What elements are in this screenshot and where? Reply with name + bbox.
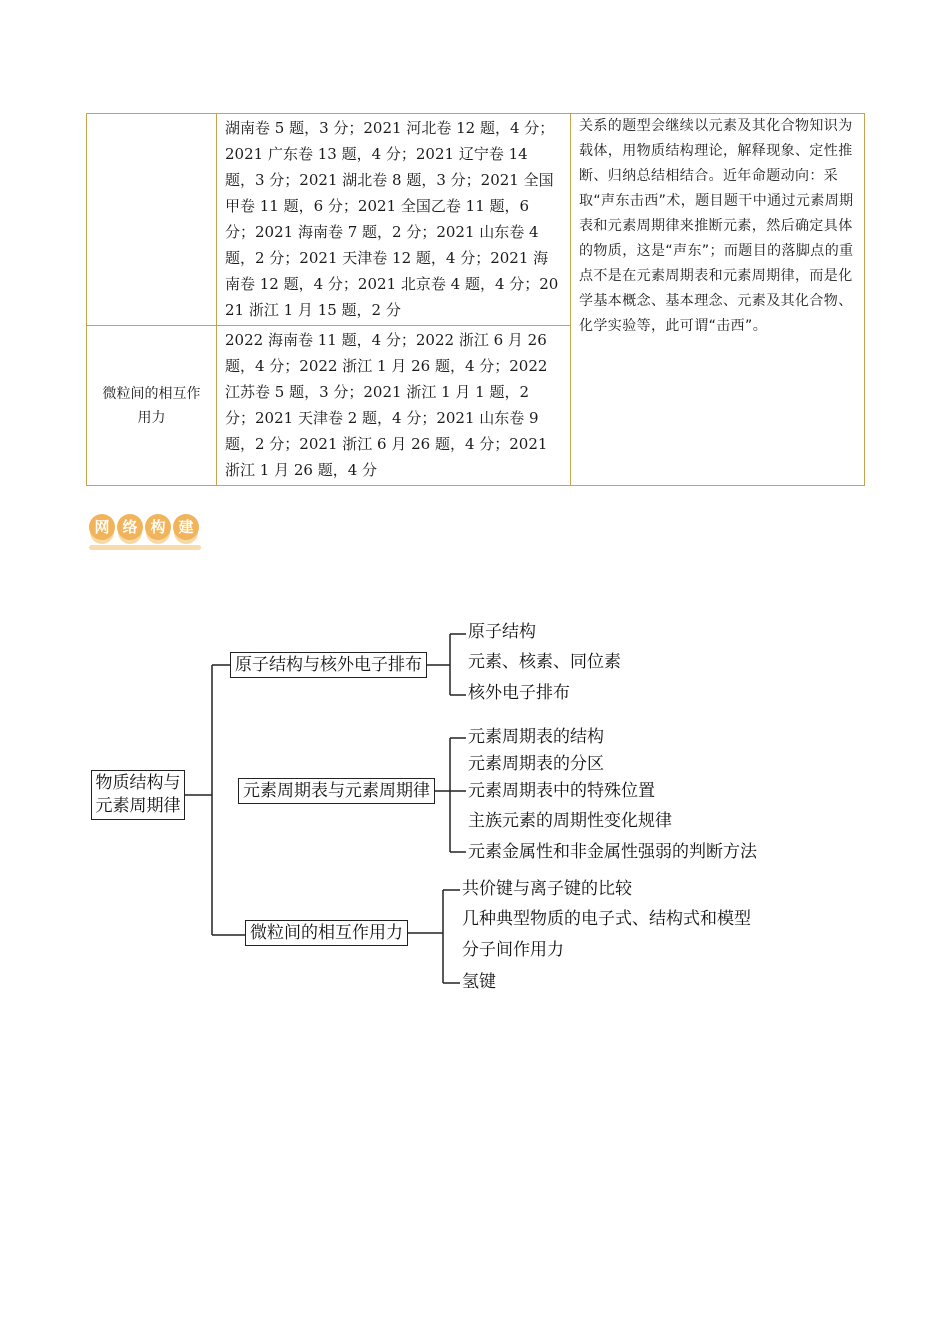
mindmap-leaf: 核外电子排布 [468,683,570,703]
badge-char: 网 [89,514,115,540]
badge-char: 建 [173,514,199,540]
mindmap-leaf: 几种典型物质的电子式、结构式和模型 [462,909,751,929]
mindmap-branch-particle-forces: 微粒间的相互作用力 [245,920,408,946]
mindmap-leaf: 元素周期表的分区 [468,754,604,774]
mindmap-leaf: 原子结构 [468,622,536,642]
exam-list-cell: 2022 海南卷 11 题，4 分；2022 浙江 6 月 26 题，4 分；2022 浙江 1 月 26 题，4 分；2022 江苏卷 5 题，3 分；2021 浙江 1 月 1 题，2 分；2021 天津卷 2 题，4 分；2021 山东卷 9 题，2 分；2021 浙江 6 月 26 题，4 分；2021 浙江 1 月 26 题，4 分 [217,326,571,486]
mindmap-leaf: 元素周期表的结构 [468,727,604,747]
section-badge [89,514,199,550]
exam-table [86,113,865,486]
badge-char: 络 [117,514,143,540]
topic-cell: 微粒间的相互作用力 [87,326,217,486]
mindmap-leaf: 主族元素的周期性变化规律 [468,811,672,831]
mindmap-leaf: 元素金属性和非金属性强弱的判断方法 [468,842,757,862]
badge-char: 构 [145,514,171,540]
mindmap-leaf: 元素、核素、同位素 [468,652,621,672]
topic-cell [87,114,217,326]
mindmap-root: 物质结构与元素周期律 [91,770,185,820]
badge-underline [89,545,201,550]
mindmap-leaf: 元素周期表中的特殊位置 [468,781,655,801]
mindmap-leaf: 分子间作用力 [462,940,564,960]
mindmap-branch-periodic-table: 元素周期表与元素周期律 [238,778,435,804]
mindmap-branch-atomic-structure: 原子结构与核外电子排布 [230,652,427,678]
mindmap-leaf: 氢键 [462,972,496,992]
exam-list-cell: 湖南卷 5 题，3 分；2021 河北卷 12 题，4 分；2021 广东卷 13 题，4 分；2021 辽宁卷 14 题，3 分；2021 湖北卷 8 题，3 分；2021 全国甲卷 11 题，6 分；2021 全国乙卷 11 题，6 分；2021 海南卷 7 题，2 分；2021 山东卷 4 题，2 分；2021 天津卷 12 题，4 分；2021 海南卷 12 题，4 分；2021 北京卷 4 题，4 分；2021 浙江 1 月 15 题，2 分 [217,114,571,326]
mindmap-leaf: 共价键与离子键的比较 [462,879,632,899]
analysis-cell: 关系的题型会继续以元素及其化合物知识为载体，用物质结构理论，解释现象、定性推断、归纳总结相结合。近年命题动向：采取“声东击西”术，题目题干中通过元素周期表和元素周期律来推断元素，然后确定具体的物质，这是“声东”；而题目的落脚点的重点不是在元素周期表和元素周期律，而是化学基本概念、基本理念、元素及其化合物、化学实验等，此可谓“击西”。 [571,114,865,486]
table-row [87,114,865,326]
